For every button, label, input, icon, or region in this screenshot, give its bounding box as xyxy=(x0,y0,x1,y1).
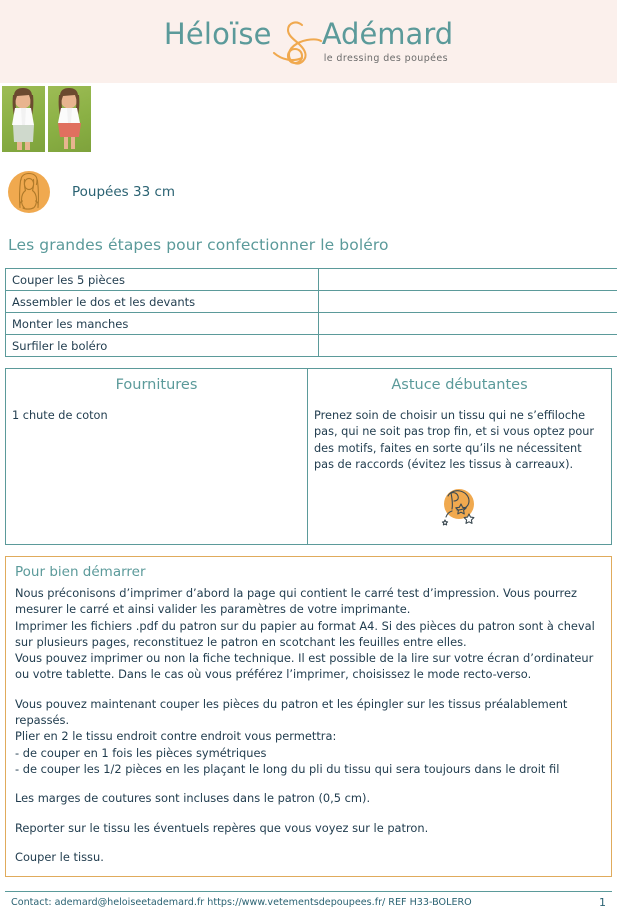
step-label: Monter les manches xyxy=(6,313,319,335)
cut-note: Couper le tissu. xyxy=(15,849,104,864)
steps-table-body xyxy=(6,269,617,357)
table-row xyxy=(6,269,617,291)
supplies-header: Fournitures xyxy=(115,377,198,393)
step-note xyxy=(319,313,617,335)
start-box-title: Pour bien démarrer xyxy=(15,564,146,580)
tip-header: Astuce débutantes xyxy=(391,377,528,393)
logo-text-left: Héloïse xyxy=(163,16,272,51)
spacer xyxy=(15,683,602,696)
footer xyxy=(5,891,612,909)
steps-table xyxy=(5,268,617,357)
logo-text-right: Adémard xyxy=(321,16,454,51)
brand-logo xyxy=(164,13,453,71)
page-number: 1 xyxy=(599,896,606,909)
report-note: Reporter sur le tissu les éventuels repères que vous voyez sur le patron. xyxy=(15,820,429,835)
product-photo xyxy=(2,86,45,152)
footer-contact: Contact: ademard@heloiseetademard.fr https://www.vetementsdepoupees.fr/ REF H33-BOLERO xyxy=(11,897,472,908)
margins-note: Les marges de coutures sont incluses dans le patron (0,5 cm). xyxy=(15,791,371,806)
table-row xyxy=(6,291,617,313)
step-label: Assembler le dos et les devants xyxy=(6,291,319,313)
step-note xyxy=(319,291,617,313)
product-photo xyxy=(48,86,91,152)
table-row xyxy=(6,313,617,335)
start-box-text xyxy=(15,585,602,865)
info-table-body xyxy=(6,369,612,545)
step-note xyxy=(319,335,617,357)
spacer xyxy=(15,807,602,820)
supplies-body: 1 chute de coton xyxy=(12,409,108,422)
table-row xyxy=(6,369,612,545)
step-label: Couper les 5 pièces xyxy=(6,269,319,291)
start-paragraph: Imprimer les fichiers .pdf du patron sur du papier au format A4. Si des pièces du patron sont à cheval sur plusieurs pages, reconstituez le patron en scotchant les feuilles entre elles. xyxy=(15,618,595,649)
ampersand-icon xyxy=(268,13,326,71)
start-paragraph: Plier en 2 le tissu endroit contre endroit vous permettra: xyxy=(15,729,337,744)
page-title: Les grandes étapes pour confectionner le boléro xyxy=(8,236,389,254)
doll-size-label: Poupées 33 cm xyxy=(72,184,176,200)
logo-tagline: le dressing des poupées xyxy=(323,52,448,64)
step-note xyxy=(319,269,617,291)
spacer xyxy=(15,777,602,790)
supplies-cell xyxy=(6,369,308,545)
start-box xyxy=(5,556,612,877)
tip-cell xyxy=(307,369,611,545)
step-label: Surfiler le boléro xyxy=(6,335,319,357)
start-paragraph: Nous préconisons d’imprimer d’abord la page qui contient le carré test d’impression. Vous pourrez mesurer le carré et ainsi valider les paramètres de votre imprimante. xyxy=(15,586,577,617)
info-table xyxy=(5,368,612,545)
medal-star-icon xyxy=(436,484,482,530)
tip-body: Prenez soin de choisir un tissu qui ne s’effiloche pas, qui ne soit pas trop fin, et si vous optez pour des motifs, faites en sorte qu’ils ne nécessitent pas de raccords (évitez les tissus à carreaux). xyxy=(313,409,595,472)
start-paragraph: Vous pouvez imprimer ou non la fiche technique. Il est possible de la lire sur votre écran d’ordinateur ou votre tablette. Dans le cas où vous préférez l’imprimer, choisissez le mode recto-verso. xyxy=(15,651,594,682)
spacer xyxy=(15,836,602,849)
table-row xyxy=(6,335,617,357)
badge-wrap xyxy=(308,484,611,530)
start-paragraph: Vous pouvez maintenant couper les pièces du patron et les épingler sur les tissus préalablement repassés. xyxy=(15,696,568,728)
start-list-item: - de couper en 1 fois les pièces symétriques xyxy=(15,745,267,760)
product-photos xyxy=(0,83,617,152)
logo-right-block xyxy=(322,13,453,64)
doll-avatar-icon xyxy=(8,171,50,213)
start-list-item: - de couper les 1/2 pièces en les plaçant le long du pli du tissu qui sera toujours dans le droit fil xyxy=(15,761,560,776)
header-banner xyxy=(0,0,617,83)
doll-size-row xyxy=(0,168,617,216)
